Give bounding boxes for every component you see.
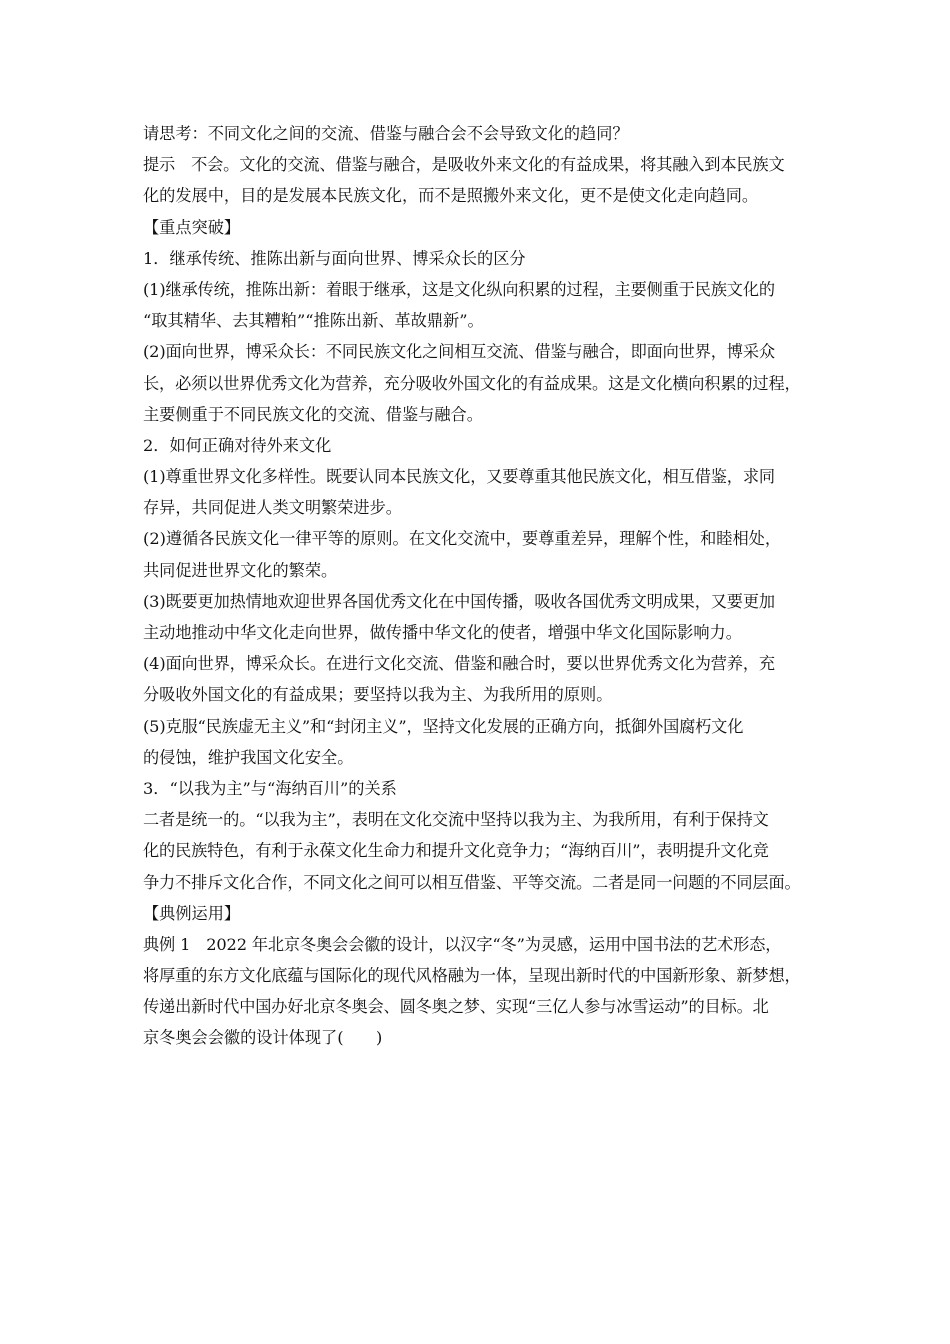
text-line: (2)遵循各民族文化一律平等的原则。在文化交流中，要尊重差异，理解个性，和睦相处，: [143, 529, 782, 549]
text-line: 二者是统一的。“以我为主”，表明在文化交流中坚持以我为主、为我所用，有利于保持文: [143, 810, 769, 830]
text-line: (1)继承传统，推陈出新：着眼于继承，这是文化纵向积累的过程，主要侧重于民族文化的: [143, 279, 775, 299]
text-line: 主动地推动中华文化走向世界，做传播中华文化的使者，增强中华文化国际影响力。: [143, 623, 742, 642]
text-line: 请思考：不同文化之间的交流、借鉴与融合会不会导致文化的趋同？: [143, 124, 629, 143]
text-line: (3)既要更加热情地欢迎世界各国优秀文化在中国传播，吸收各国优秀文明成果，又要更加: [143, 591, 775, 611]
document-page: [143, 118, 823, 1054]
subheading: 1．继承传统、推陈出新与面向世界、博采众长的区分: [143, 248, 526, 268]
text-line: 长，必须以世界优秀文化为营养，充分吸收外国文化的有益成果。这是文化横向积累的过程，: [143, 373, 801, 393]
text-line: 化的发展中，目的是发展本民族文化，而不是照搬外来文化，更不是使文化走向趋同。: [143, 186, 759, 206]
text-line: 主要侧重于不同民族文化的交流、借鉴与融合。: [143, 404, 483, 424]
section-heading: 【典例运用】: [143, 903, 241, 923]
text-line: 分吸收外国文化的有益成果；要坚持以我为主、为我所用的原则。: [143, 685, 613, 705]
text-line: 提示 不会。文化的交流、借鉴与融合，是吸收外来文化的有益成果，将其融入到本民族文: [143, 155, 785, 175]
text-line: 争力不排斥文化合作，不同文化之间可以相互借鉴、平等交流。二者是同一问题的不同层面。: [143, 872, 801, 892]
text-line: (1)尊重世界文化多样性。既要认同本民族文化，又要尊重其他民族文化，相互借鉴，求同: [143, 467, 775, 487]
text-line: 存异，共同促进人类文明繁荣进步。: [143, 498, 402, 518]
subheading: 3．“以我为主”与“海纳百川”的关系: [143, 778, 397, 798]
text-line: (5)克服“民族虚无主义”和“封闭主义”，坚持文化发展的正确方向，抵御外国腐朽文化: [143, 716, 744, 736]
section-heading: 【重点突破】: [143, 217, 241, 237]
text-line: 化的民族特色，有利于永葆文化生命力和提升文化竞争力；“海纳百川”，表明提升文化竞: [143, 841, 769, 861]
text-line: “取其精华、去其糟粕”“推陈出新、革故鼎新”。: [143, 311, 484, 331]
text-line: 典例 1 2022 年北京冬奥会会徽的设计，以汉字“冬”为灵感，运用中国书法的艺术形态，: [143, 934, 782, 954]
text-line: 共同促进世界文化的繁荣。: [143, 560, 338, 580]
text-line: 传递出新时代中国办好北京冬奥会、圆冬奥之梦、实现“三亿人参与冰雪运动”的目标。北: [143, 997, 769, 1017]
text-line: (2)面向世界，博采众长：不同民族文化之间相互交流、借鉴与融合，即面向世界，博采众: [143, 342, 775, 362]
text-line: (4)面向世界，博采众长。在进行文化交流、借鉴和融合时，要以世界优秀文化为营养，充: [143, 654, 775, 674]
subheading: 2．如何正确对待外来文化: [143, 435, 332, 455]
text-line: 京冬奥会会徽的设计体现了( ): [143, 1028, 383, 1048]
text-line: 将厚重的东方文化底蕴与国际化的现代风格融为一体，呈现出新时代的中国新形象、新梦想，: [143, 966, 801, 986]
text-line: 的侵蚀，维护我国文化安全。: [143, 747, 354, 767]
